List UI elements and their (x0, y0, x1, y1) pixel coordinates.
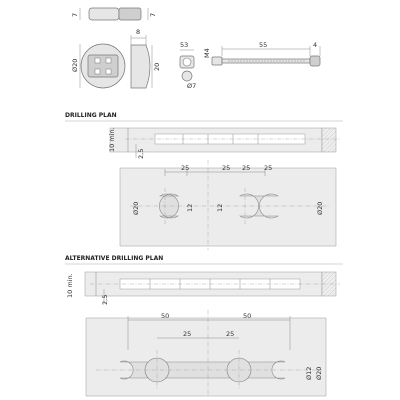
dim-top-height-right: 7 (149, 12, 157, 17)
plan1-depth: 10 min. (108, 127, 116, 152)
plan1-spacing-4: 25 (264, 164, 273, 172)
dim-cam-width: 8 (136, 28, 141, 36)
heading-drilling-plan: DRILLING PLAN (65, 112, 117, 119)
plan2-neck: Ø12 (305, 366, 313, 380)
part-views (71, 8, 320, 90)
plan1-spacing-3: 25 (242, 164, 251, 172)
plan1-diameter-right: Ø20 (316, 201, 324, 215)
plan1-neck-right: 12 (216, 203, 224, 212)
bolt-head-view (180, 41, 211, 90)
alt-plan-section-view (66, 272, 340, 305)
dim-cam-diameter: Ø20 (71, 58, 79, 72)
plan2-spacing-outer-left: 50 (161, 312, 170, 320)
plan2-spacing-inner-right: 25 (226, 330, 235, 338)
dim-bolt-length: 55 (259, 41, 268, 49)
plan1-diameter-left: Ø20 (132, 201, 140, 215)
dim-bolt-head: 53 (180, 41, 189, 49)
plan1-spacing-2: 25 (222, 164, 231, 172)
plan2-offset: 2,5 (101, 294, 109, 305)
plan2-depth: 10 min. (66, 273, 74, 298)
bolt-long-view (212, 41, 320, 66)
dim-bolt-end: 4 (313, 41, 318, 49)
dim-top-height-left: 7 (71, 12, 79, 17)
alt-plan-top-view (86, 310, 326, 398)
cam-front-view (71, 44, 125, 88)
cam-side-view (71, 8, 157, 20)
dim-bolt-diameter: Ø7 (187, 82, 197, 90)
plan2-spacing-outer-right: 50 (243, 312, 252, 320)
plan1-spacing-1: 25 (181, 164, 190, 172)
dim-cam-height: 20 (153, 62, 161, 71)
plan1-neck-left: 12 (186, 203, 194, 212)
drilling-plan-top-view (120, 160, 336, 250)
drilling-plan-section-view (108, 127, 340, 159)
dim-bolt-thread: M4 (203, 48, 211, 58)
heading-alternative-drilling-plan: ALTERNATIVE DRILLING PLAN (65, 255, 164, 262)
cam-profile-view (131, 28, 161, 88)
plan2-spacing-inner-left: 25 (183, 330, 192, 338)
plan1-offset: 2,5 (137, 148, 145, 159)
plan2-diameter: Ø20 (315, 366, 323, 380)
